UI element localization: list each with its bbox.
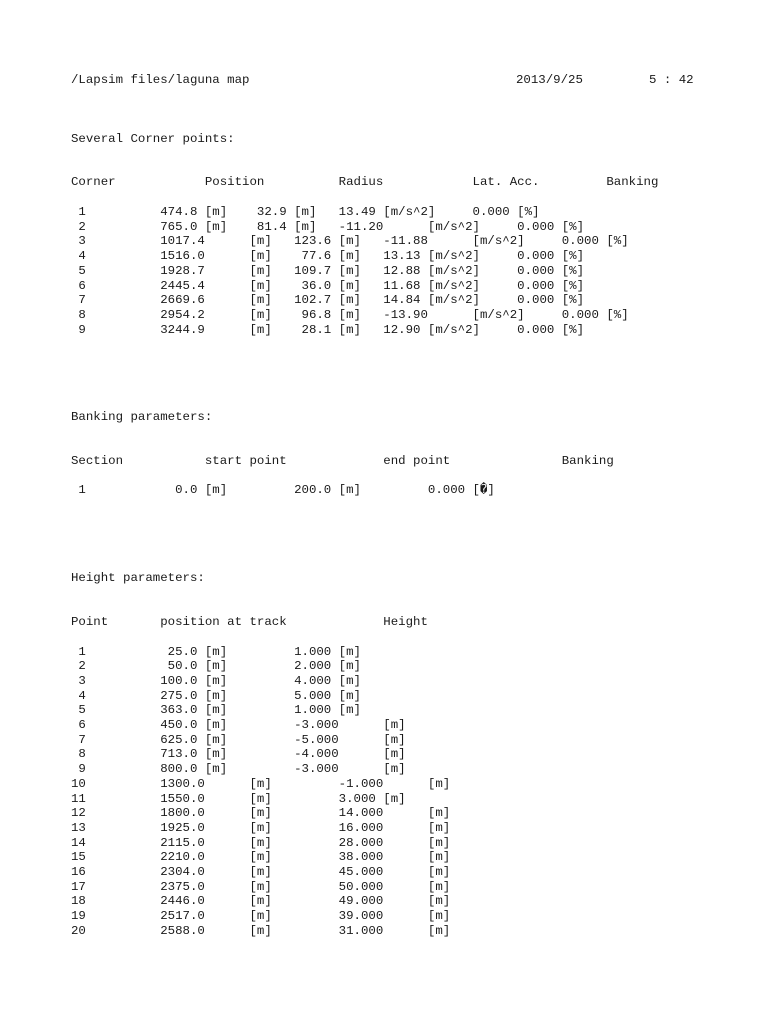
- print-date: 2013/9/25: [516, 73, 583, 87]
- height-row: 2 50.0 [m] 2.000 [m]: [71, 659, 361, 674]
- height-row: 15 2210.0 [m] 38.000 [m]: [71, 850, 451, 865]
- height-row: 9 800.0 [m] -3.000 [m]: [71, 762, 406, 777]
- banking-title: Banking parameters:: [71, 410, 213, 424]
- corners-row: 7 2669.6 [m] 102.7 [m] 14.84 [m/s^2] 0.000 [%]: [71, 293, 585, 308]
- height-row: 10 1300.0 [m] -1.000 [m]: [71, 776, 451, 791]
- height-row: 4 275.0 [m] 5.000 [m]: [71, 688, 361, 703]
- banking-row: 1 0.0 [m] 200.0 [m] 0.000 [�]: [71, 483, 495, 497]
- corners-row: 4 1516.0 [m] 77.6 [m] 13.13 [m/s^2] 0.000 [%]: [71, 249, 585, 264]
- corners-title: Several Corner points:: [71, 132, 235, 146]
- height-row: 12 1800.0 [m] 14.000 [m]: [71, 806, 451, 821]
- corners-row: 1 474.8 [m] 32.9 [m] 13.49 [m/s^2] 0.000 [%]: [71, 205, 540, 219]
- height-row: 3 100.0 [m] 4.000 [m]: [71, 673, 361, 688]
- corners-row: 3 1017.4 [m] 123.6 [m] -11.88 [m/s^2] 0.000 [%]: [71, 234, 629, 249]
- corners-row: 2 765.0 [m] 81.4 [m] -11.20 [m/s^2] 0.000 [%]: [71, 219, 585, 234]
- height-row: 7 625.0 [m] -5.000 [m]: [71, 732, 406, 747]
- height-title: Height parameters:: [71, 571, 205, 585]
- height-row: 17 2375.0 [m] 50.000 [m]: [71, 879, 451, 894]
- height-row: 18 2446.0 [m] 49.000 [m]: [71, 894, 451, 909]
- height-row: 19 2517.0 [m] 39.000 [m]: [71, 909, 451, 924]
- file-path: /Lapsim files/laguna map: [71, 73, 250, 87]
- height-row: 1 25.0 [m] 1.000 [m]: [71, 644, 361, 659]
- corners-row: 5 1928.7 [m] 109.7 [m] 12.88 [m/s^2] 0.000 [%]: [71, 263, 585, 278]
- height-row: 20 2588.0 [m] 31.000 [m]: [71, 923, 451, 938]
- height-row: 5 363.0 [m] 1.000 [m]: [71, 703, 361, 718]
- height-row: 16 2304.0 [m] 45.000 [m]: [71, 865, 451, 879]
- print-time: 5 : 42: [649, 73, 694, 87]
- corners-row: 9 3244.9 [m] 28.1 [m] 12.90 [m/s^2] 0.000 [%]: [71, 322, 585, 337]
- height-columns: Point position at track Height: [71, 615, 428, 629]
- height-row: 13 1925.0 [m] 16.000 [m]: [71, 820, 451, 835]
- corners-row: 6 2445.4 [m] 36.0 [m] 11.68 [m/s^2] 0.000 [%]: [71, 278, 585, 293]
- corners-columns: Corner Position Radius Lat. Acc. Banking: [71, 175, 659, 189]
- height-row: 14 2115.0 [m] 28.000 [m]: [71, 835, 451, 850]
- height-row: 6 450.0 [m] -3.000 [m]: [71, 718, 406, 732]
- height-row: 11 1550.0 [m] 3.000 [m]: [71, 791, 406, 806]
- banking-columns: Section start point end point Banking: [71, 454, 614, 468]
- corners-row: 8 2954.2 [m] 96.8 [m] -13.90 [m/s^2] 0.000 [%]: [71, 307, 629, 322]
- height-row: 8 713.0 [m] -4.000 [m]: [71, 747, 406, 762]
